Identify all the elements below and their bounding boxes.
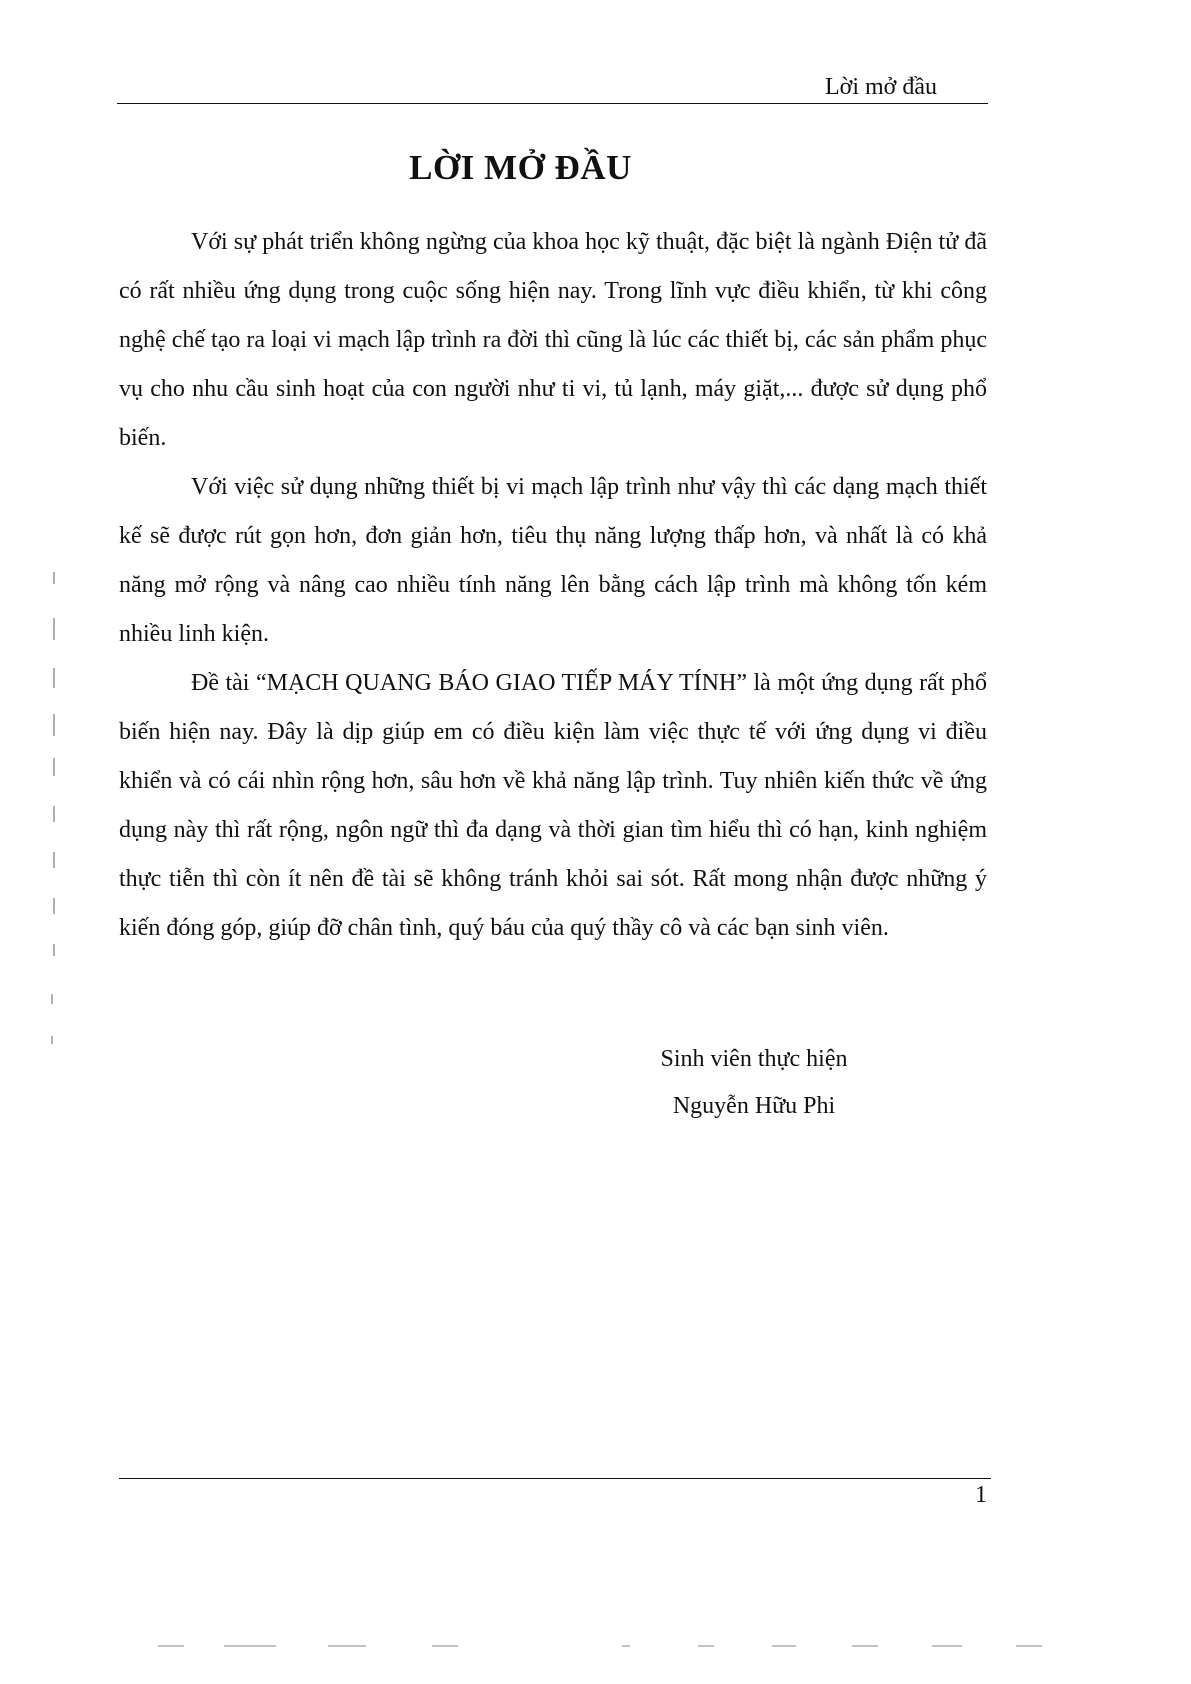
paragraph-1: Với sự phát triển không ngừng của khoa học kỹ thuật, đặc biệt là ngành Điện tử đã có rất nhiều ứng dụng trong cuộc sống hiện nay. Trong lĩnh vực điều khiển, từ khi công nghệ chế tạo ra loại vi mạch lập trình ra đời thì cũng là lúc các thiết bị, các sản phẩm phục vụ cho nhu cầu sinh hoạt của con người như ti vi, tủ lạnh, máy giặt,... được sử dụng phổ biến. [119, 229, 987, 451]
page-number: 1 [975, 1482, 987, 1508]
signature-role: Sinh viên thực hiện [660, 1046, 848, 1072]
page-title: LỜI MỞ ĐẦU [409, 148, 632, 187]
paragraph-3: Đề tài “MẠCH QUANG BÁO GIAO TIẾP MÁY TÍNH” là một ứng dụng rất phổ biến hiện nay. Đây là dịp giúp em có điều kiện làm việc thực tế với ứng dụng vi điều khiển và có cái nhìn rộng hơn, sâu hơn về khả năng lập trình. Tuy nhiên kiến thức về ứng dụng này thì rất rộng, ngôn ngữ thì đa dạng và thời gian tìm hiểu thì có hạn, kinh nghiệm thực tiễn thì còn ít nên đề tài sẽ không tránh khỏi sai sót. Rất mong nhận được những ý kiến đóng góp, giúp đỡ chân tình, quý báu của quý thầy cô và các bạn sinh viên. [119, 670, 987, 941]
body-text [119, 218, 987, 953]
paragraph-2: Với việc sử dụng những thiết bị vi mạch lập trình như vậy thì các dạng mạch thiết kế sẽ được rút gọn hơn, đơn giản hơn, tiêu thụ năng lượng thấp hơn, và nhất là có khả năng mở rộng và nâng cao nhiều tính năng lên bằng cách lập trình mà không tốn kém nhiều linh kiện. [119, 474, 987, 647]
header-rule [117, 103, 988, 104]
left-margin-marks [52, 572, 54, 1044]
footer-rule [119, 1478, 991, 1479]
running-header: Lời mở đầu [824, 74, 937, 100]
signature-block [604, 1036, 904, 1130]
signature-name: Nguyễn Hữu Phi [672, 1093, 836, 1119]
